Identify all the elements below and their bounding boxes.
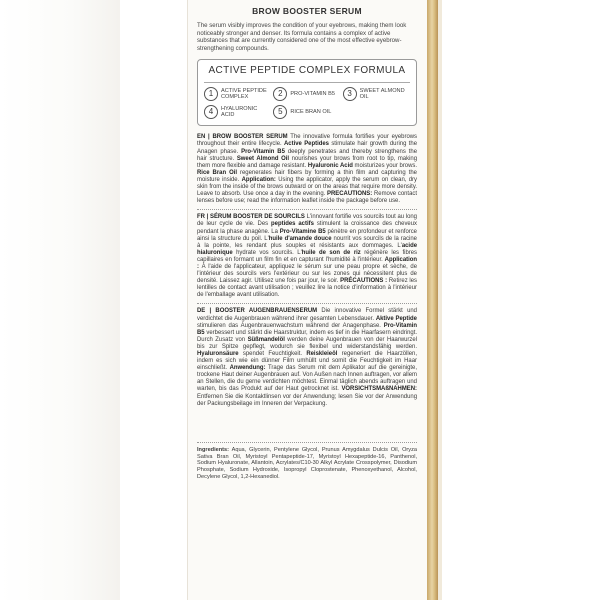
- body-text: stimulate hair growth during the Anagen phase.: [197, 141, 417, 155]
- highlight-term: VORSICHTSMAßNAHMEN:: [341, 386, 417, 393]
- highlight-term: Pro-Vitamin B5: [197, 322, 417, 336]
- body-text: stimulieren das Augenbrauenwachstum während der Anagenphase.: [197, 322, 384, 329]
- highlight-term: Anwendung:: [229, 365, 266, 372]
- body-text: pénètre en profondeur et renforce ainsi la structure du poil. L': [197, 228, 417, 242]
- highlight-term: Süßmandelöl: [247, 336, 285, 343]
- complex-item: [273, 87, 340, 101]
- body-text: verbessert und stärkt die Haarstruktur, indem es tief in die Haarfasern eindringt. Durch Zusatz von: [197, 329, 417, 343]
- body-text: Using the applicator, apply the serum on clean, dry skin from the inside of the brows outward or on the areas that require more density. Leave to absorb. Use once a day in the evening.: [197, 176, 417, 198]
- highlight-term: Pro-Vitamin B5: [241, 148, 285, 155]
- ingredients-text: Aqua, Glycerin, Pentylene Glycol, Prunus Amygdalus Dulcis Oil, Oryza Sativa Bran Oil, Myristoyl Pentapeptide-17, Myristoyl Hexapeptide-16, Panthenol, Sodium Hyaluronate, Allantoin, Acrylates/C10-30 Alkyl Acrylate Crosspolymer, Disodium Phosphate, Sodium Hydroxide, Isopropyl Cloprostenate, Phenoxyethanol, Alcohol, Decylene Glycol, 1,2-Hexanediol.: [197, 446, 417, 480]
- product-title: BROW BOOSTER SERUM: [252, 6, 362, 16]
- complex-item-label: ACTIVE PEPTIDE COMPLEX: [221, 87, 267, 101]
- body-text: Entfernen Sie die Kontaktlinsen vor der Anwendung; lesen Sie vor der Anwendung der Packungsbeilage im Inneren der Verpackung.: [197, 393, 417, 407]
- section-heading: FR | SÉRUM BOOSTER DE SOURCILS: [197, 214, 305, 221]
- complex-items: [204, 87, 410, 119]
- background-left: [0, 0, 120, 600]
- body-text: Retirez les lentilles de contact avant utilisation ; veuillez lire la notice d'information à l'intérieur de l'emballage avant utilisation.: [197, 278, 417, 299]
- active-complex-box: [197, 59, 417, 126]
- complex-item: [273, 105, 340, 119]
- body-text: moisturizes your brows.: [352, 162, 418, 169]
- highlight-term: Hyaluronsäure: [197, 351, 239, 357]
- section-french: [197, 214, 417, 304]
- number-circle-icon: 3: [343, 87, 357, 101]
- body-text: stimulent la croissance des cheveux pendant la phase anagène. La: [197, 221, 417, 235]
- highlight-term: huile de son de riz: [301, 249, 361, 256]
- gold-edge-strip: [427, 0, 438, 600]
- section-german: [197, 308, 417, 411]
- body-text: deeply penetrates and thereby strengthens the hair structure.: [197, 148, 417, 162]
- highlight-term: Hyaluronic Acid: [307, 162, 353, 169]
- complex-divider: [204, 82, 410, 83]
- complex-item-label: RICE BRAN OIL: [290, 109, 332, 116]
- complex-item: [343, 87, 410, 101]
- background-right: [442, 0, 600, 600]
- highlight-term: PRECAUTIONS:: [327, 191, 373, 198]
- body-text: regeneriert die Haarzöllen, indem es sich wie ein dünner Film umhüllt und somit die Feuchtigkeit im Haar einschließt.: [197, 351, 417, 372]
- label-content: [197, 6, 417, 481]
- body-text: nourishes your brows from root to tip, making them more flexible and damage resistant.: [197, 155, 418, 169]
- highlight-term: Application :: [197, 256, 417, 270]
- body-text: hydrate vos sourcils. L': [232, 249, 302, 256]
- body-text: Remove contact lenses before use; read the information leaflet inside the package before use.: [197, 191, 417, 205]
- section-heading: EN | BROW BOOSTER SERUM: [197, 134, 288, 141]
- complex-item-label: HYALURONIC ACID: [221, 105, 258, 119]
- body-text: régénère les fibres capillaires en formant un film fin et en capturant l'humidité à l'intérieur.: [197, 249, 418, 263]
- highlight-term: Active Peptides: [284, 141, 329, 148]
- body-text: werden deine Augenbrauen von der Haarwurzel bis zur Spitze gepflegt, wodurch sie flexibel und widerstandsfähig werden.: [197, 336, 417, 350]
- body-text: À l'aide de l'applicateur, appliquez le sérum sur une peau propre et sèche, de l'intérieur des sourcils vers l'extérieur ou sur les zones qui nécessitent plus de densité. Laissez agir. Utilisez une fois par jour, le soir.: [197, 263, 417, 285]
- body-text: L'innovant fortifie vos sourcils tout au long de leur cycle de vie. Des: [197, 214, 417, 228]
- body-text: spendet Feuchtigkeit.: [238, 351, 307, 357]
- complex-item: [204, 105, 271, 119]
- complex-title: ACTIVE PEPTIDE COMPLEX FORMULA: [208, 65, 406, 77]
- body-text: regenerates hair fibers by forming a thin film and capturing the moisture inside.: [197, 169, 417, 183]
- highlight-term: Rice Bran Oil: [197, 169, 238, 176]
- blank-space: [197, 416, 417, 442]
- section-english: [197, 134, 417, 210]
- section-heading: DE | BOOSTER AUGENBRAUENSERUM: [197, 308, 318, 315]
- intro-text: The serum visibly improves the condition of your eyebrows, making them look noticeably stronger and denser. Its formula contains a complex of active substances that are currently considered one of the most effective eyebrow-strengthening compounds.: [197, 22, 407, 52]
- number-circle-icon: 4: [204, 105, 218, 119]
- body-text: The innovative formula fortifies your eyebrows throughout their entire lifecycle.: [197, 134, 418, 148]
- highlight-term: Aktive Peptide: [375, 315, 417, 322]
- highlight-term: Application:: [241, 176, 276, 183]
- number-circle-icon: 5: [273, 105, 287, 119]
- body-text: nourrit vos sourcils de la racine à la pointe, les rendant plus souples et résistants aux dommages. L': [197, 235, 417, 249]
- complex-item: [204, 87, 271, 101]
- highlight-term: Reiskleieöl: [306, 351, 338, 357]
- highlight-term: acide hialuronique: [197, 242, 417, 256]
- complex-item-label: SWEET ALMOND OIL: [359, 87, 405, 101]
- highlight-term: huile d'amande douce: [268, 235, 332, 242]
- number-circle-icon: 1: [204, 87, 218, 101]
- highlight-term: Sweet Almond Oil: [236, 155, 289, 162]
- highlight-term: PRÉCAUTIONS :: [340, 278, 388, 285]
- complex-item-label: PRO-VITAMIN B5: [290, 91, 335, 98]
- highlight-term: Pro-Vitamine B5: [279, 228, 326, 235]
- number-circle-icon: 2: [273, 87, 287, 101]
- body-text: Die innovative Formel stärkt und verdichtet die Augenbrauen während ihrer gesamten Lebensdauer.: [197, 308, 417, 322]
- highlight-term: peptides actifs: [271, 221, 314, 228]
- ingredients-list: [197, 442, 417, 481]
- body-text: Trage das Serum mit dem Aplikator auf die gereinigte, trockene Haut deiner Augenbrauen auf. Von Außen nach Innen auftragen, vor allem an Stellen, die du gerne verdichten möchtest. Einmal täglich abends auftragen und warten, bis das Produkt auf der Haut getrocknet ist.: [197, 365, 417, 393]
- ingredients-label: Ingredients:: [197, 446, 230, 453]
